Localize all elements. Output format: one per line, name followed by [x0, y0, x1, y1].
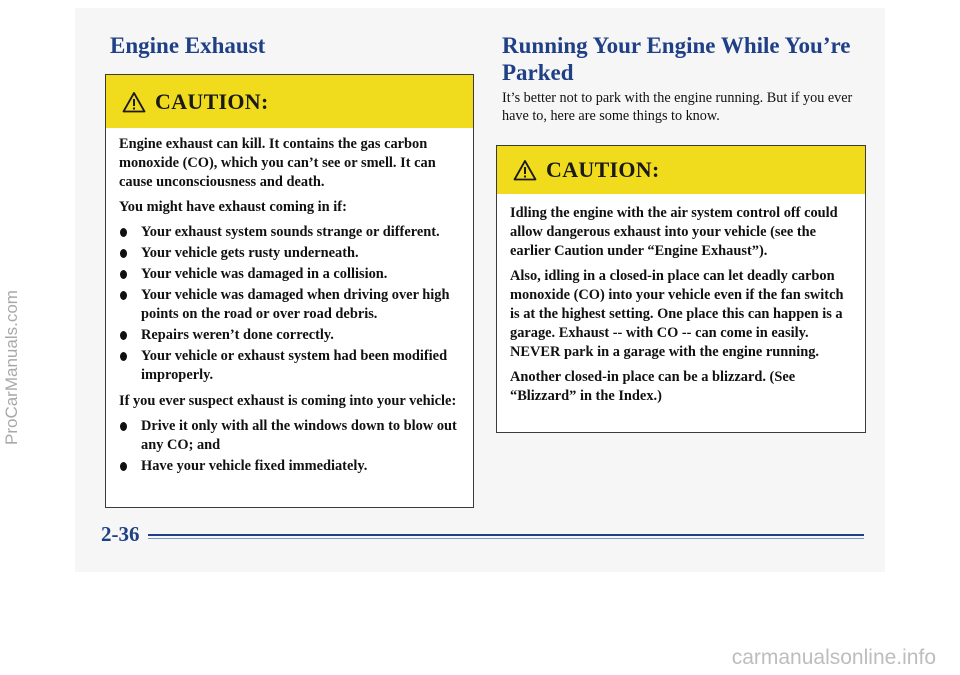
list-item [119, 286, 461, 324]
actions-heading: If you ever suspect exhaust is coming into your vehicle: [119, 393, 457, 409]
section-title-engine-exhaust: Engine Exhaust [110, 33, 266, 58]
section-title-running-parked: Running Your Engine While You’re Parked [502, 33, 851, 85]
footer-rule [148, 534, 864, 536]
caution-label: CAUTION: [546, 157, 660, 182]
caution-paragraph: Idling the engine with the air system control off could allow dangerous exhaust into your vehicle (see the earlier Caution under “Engine Exhaust”). [510, 205, 838, 259]
caution-label: CAUTION: [155, 88, 269, 114]
list-item [119, 223, 461, 242]
caution-intro: Engine exhaust can kill. It contains the gas carbon monoxide (CO), which you can’t see or smell. It can cause unconsciousness and death. [119, 136, 436, 190]
bullet-icon [120, 249, 127, 258]
bullet-icon [120, 228, 127, 237]
bullet-icon [120, 331, 127, 340]
caution-paragraph: Another closed-in place can be a blizzard. (See “Blizzard” in the Index.) [510, 369, 796, 404]
bullet-icon [120, 422, 127, 431]
list-item [119, 265, 461, 284]
list-item-text: Repairs weren’t done correctly. [141, 327, 334, 343]
bullet-icon [120, 352, 127, 361]
list-item-text: Have your vehicle fixed immediately. [141, 458, 368, 474]
conditions-list [119, 223, 461, 385]
page-number: 2-36 [101, 522, 140, 546]
warning-triangle-icon [513, 159, 537, 181]
bullet-icon [120, 291, 127, 300]
caution-box-engine-exhaust [105, 74, 474, 508]
bullet-icon [120, 462, 127, 471]
list-item [119, 417, 461, 455]
list-item-text: Your vehicle or exhaust system had been modified improperly. [141, 348, 448, 383]
list-item [119, 244, 461, 263]
caution-box-idling [496, 145, 866, 433]
list-item [119, 326, 461, 345]
bottom-watermark: carmanualsonline.info [731, 646, 936, 669]
bullet-icon [120, 270, 127, 279]
actions-list [119, 417, 461, 476]
list-item [119, 347, 461, 385]
list-item-text: Your vehicle was damaged in a collision. [141, 266, 388, 282]
footer-rule-thin [148, 538, 864, 539]
caution-body [510, 204, 853, 412]
caution-header [497, 146, 865, 194]
section-intro: It’s better not to park with the engine running. But if you ever have to, here are some things to know. [502, 90, 853, 124]
list-item-text: Drive it only with all the windows down to blow out any CO; and [141, 418, 457, 453]
list-item-text: Your vehicle gets rusty underneath. [141, 245, 359, 261]
caution-header [106, 75, 473, 128]
warning-triangle-icon [122, 91, 146, 113]
caution-body [119, 135, 461, 483]
caution-paragraph: Also, idling in a closed-in place can let deadly carbon monoxide (CO) into your vehicle even if the fan switch is at the highest setting. One place this can happen is a garage. Exhaust -- with CO -- can come in easily. NEVER park in a garage with the engine running. [510, 268, 844, 360]
conditions-heading: You might have exhaust coming in if: [119, 199, 347, 215]
list-item [119, 457, 461, 476]
list-item-text: Your vehicle was damaged when driving over high points on the road or over road debris. [141, 287, 450, 322]
side-watermark: ProCarManuals.com [2, 290, 21, 445]
list-item-text: Your exhaust system sounds strange or different. [141, 224, 440, 240]
